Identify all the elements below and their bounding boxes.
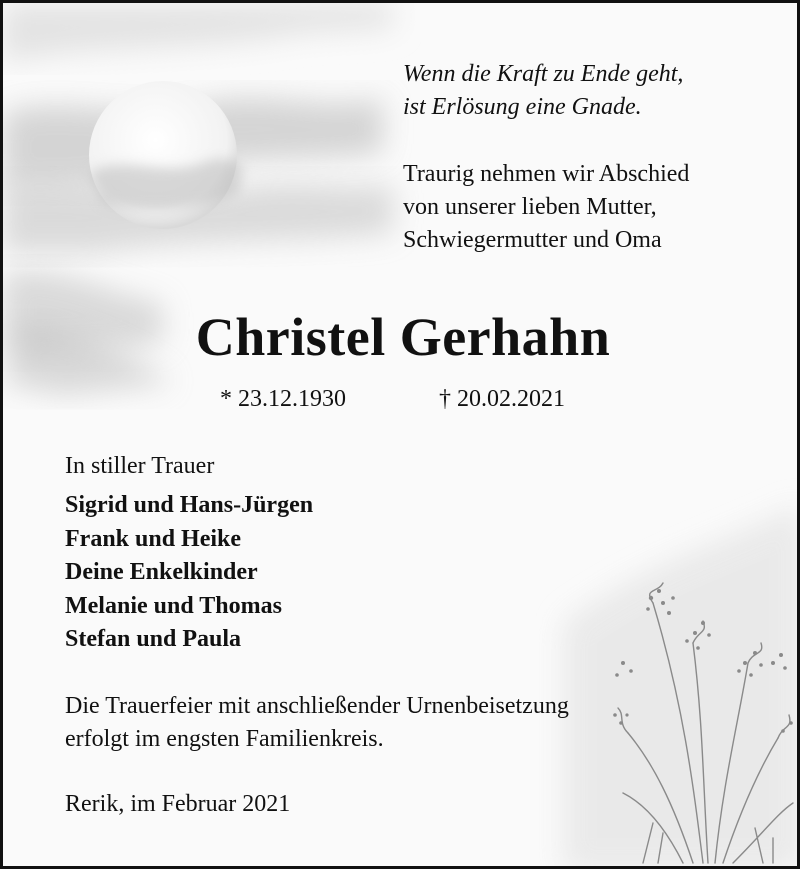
quote-line: ist Erlösung eine Gnade. [403,94,642,120]
family-list [65,489,313,657]
deceased-name: Christel Gerhahn [195,307,611,367]
farewell-line: Schwiegermutter und Oma [403,227,662,253]
place-date: Rerik, im Februar 2021 [65,791,291,817]
notice-line: erfolgt im engsten Familienkreis. [65,726,384,752]
family-member: Sigrid und Hans-Jürgen [65,492,314,518]
family-member: Stefan und Paula [65,626,242,652]
family-member: Frank und Heike [65,525,242,552]
funeral-notice [65,690,569,756]
mourning-label: In stiller Trauer [65,453,215,479]
quote-verse [403,58,683,124]
birth-date: * 23.12.1930 [220,386,346,412]
quote-line: Wenn die Kraft zu Ende geht, [403,61,684,87]
farewell-line: von unserer lieben Mutter, [403,194,657,220]
family-member: Melanie und Thomas [65,592,282,619]
farewell-text [403,158,689,257]
family-member: Deine Enkelkinder [65,559,258,585]
notice-line: Die Trauerfeier mit anschließender Urnenbeisetzung [65,693,569,719]
farewell-line: Traurig nehmen wir Abschied [403,161,690,187]
death-date: † 20.02.2021 [439,386,565,412]
